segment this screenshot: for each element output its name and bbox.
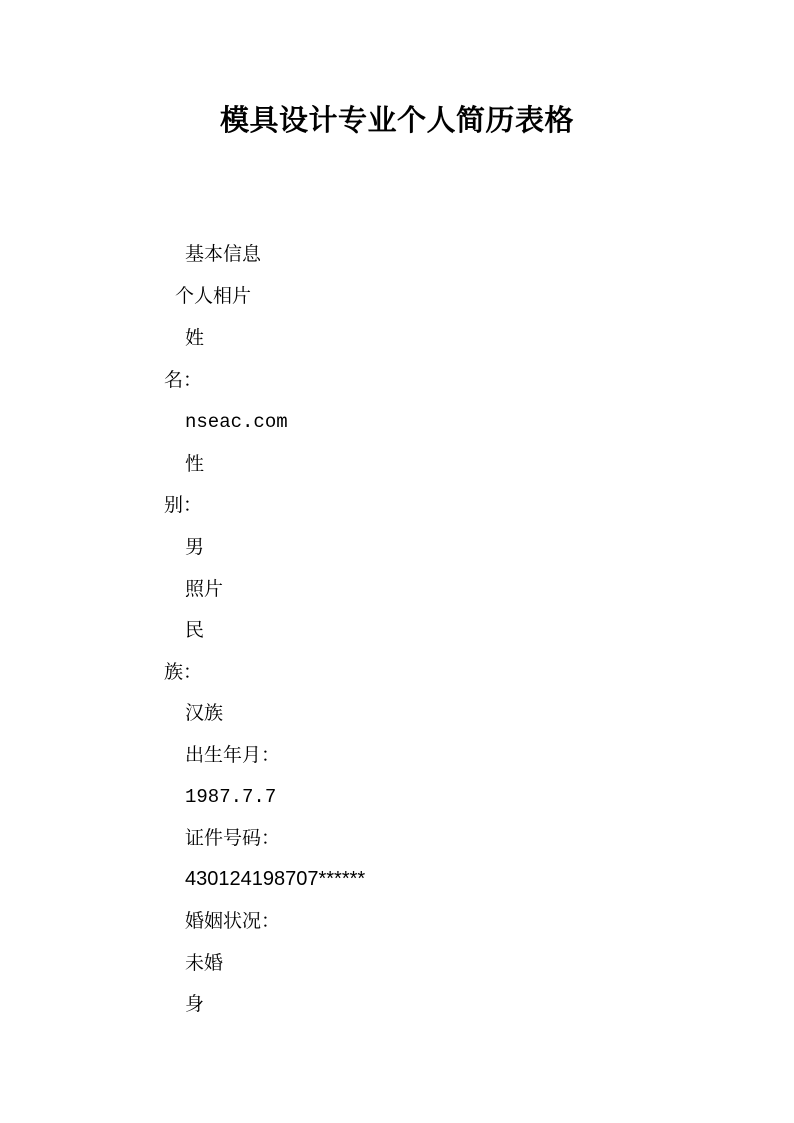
label-height-part1: 身: [185, 993, 205, 1015]
label-name-part2: 名：: [164, 369, 203, 391]
label-photo: 照片: [185, 578, 224, 600]
value-birth-date: 1987.7.7: [185, 786, 277, 808]
label-id-number: 证件号码：: [185, 827, 281, 849]
label-gender-part2: 别：: [164, 494, 203, 516]
label-ethnicity-part1: 民: [185, 619, 205, 641]
label-name-part1: 姓: [185, 327, 205, 349]
value-gender: 男: [185, 536, 205, 558]
value-marital-status: 未婚: [185, 952, 224, 974]
document-title: 模具设计专业个人简历表格: [219, 103, 574, 137]
label-birth-date: 出生年月：: [185, 744, 281, 766]
label-ethnicity-part2: 族：: [164, 661, 203, 683]
value-id-number: 430124198707******: [185, 868, 366, 890]
value-ethnicity: 汉族: [185, 702, 224, 724]
label-personal-photo: 个人相片: [175, 285, 252, 307]
label-marital-status: 婚姻状况：: [185, 910, 281, 932]
value-name: nseac.com: [185, 411, 288, 433]
section-heading-basic-info: 基本信息: [185, 243, 262, 265]
label-gender-part1: 性: [185, 453, 205, 475]
